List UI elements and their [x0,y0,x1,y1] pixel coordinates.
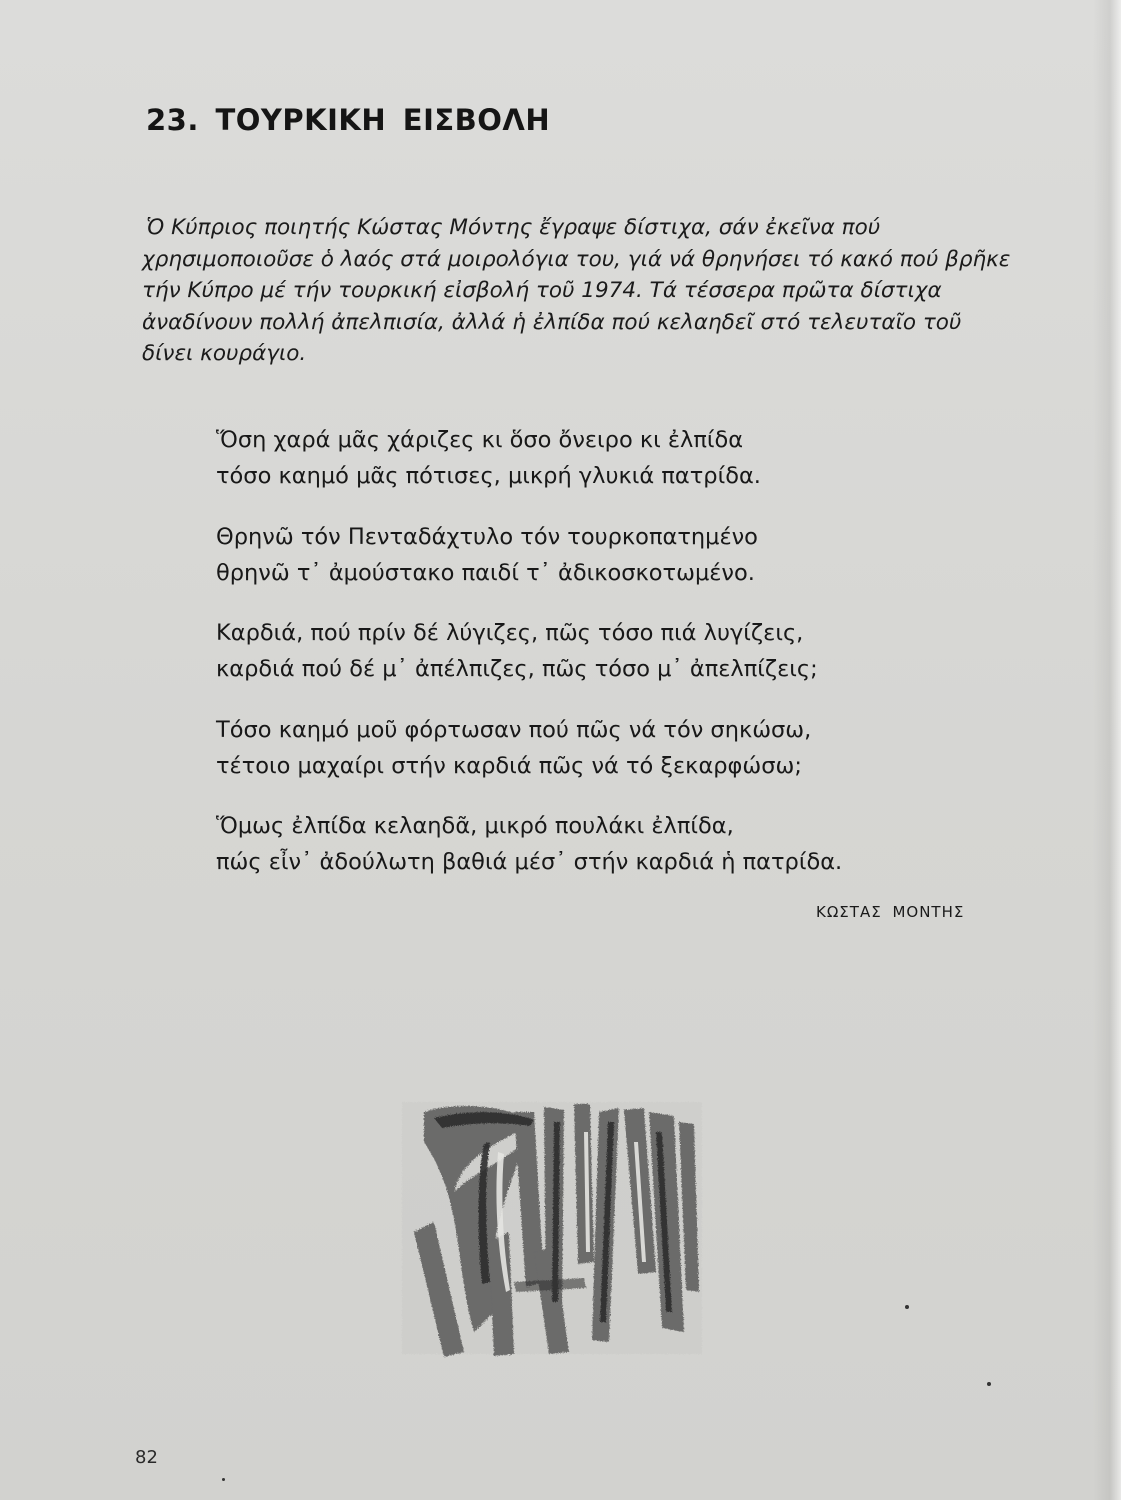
poem [216,422,996,905]
page-edge-shadow [1093,0,1121,1500]
poem-verse: πώς εἶν᾽ ἀδούλωτη βαθιά μέσ᾽ στήν καρδιά ἡ πατρίδα. [216,849,843,875]
poem-verse: τόσο καημό μᾶς πότισες, μικρή γλυκιά πατρίδα. [216,463,761,489]
print-speck [905,1305,909,1309]
abstract-brushstroke-illustration [394,1082,716,1370]
poem-verse: θρηνῶ τ᾽ ἀμούστακο παιδί τ᾽ ἀδικοσκοτωμένο. [216,559,755,586]
print-speck [987,1382,991,1386]
poem-author: ΚΩΣΤΑΣ ΜΟΝΤΗΣ [816,903,965,921]
poem-stanza [216,808,996,880]
chapter-title: 23. ΤΟΥΡΚΙΚΗ ΕΙΣΒΟΛΗ [146,103,551,137]
poem-stanza [216,422,996,494]
poem-verse: Θρηνῶ τόν Πενταδάχτυλο τόν τουρκοπατημένο [216,523,758,550]
intro-paragraph: Ὁ Κύπριος ποιητής Κώστας Μόντης ἔγραψε δίστιχα, σάν ἐκεῖνα πού χρησιμοποιοῦσε ὁ λαός στά μοιρολόγια του, γιά νά θρηνήσει τό κακό πού βρῆκε τήν Κύπρο μέ τήν τουρκική εἰσβολή τοῦ 1974. Τά τέσσερα πρῶτα δίστιχα ἀναδίνουν πολλή ἀπελπισία, ἀλλά ἡ ἐλπίδα πού κελαηδεῖ στό τελευταῖο τοῦ δίνει κουράγιο. [142,215,1011,366]
print-speck [222,1478,225,1481]
poem-verse: Ὅση χαρά μᾶς χάριζες κι ὅσο ὄνειρο κι ἐλπίδα [216,427,744,453]
poem-verse: Τόσο καημό μοῦ φόρτωσαν πού πῶς νά τόν σηκώσω, [216,716,812,743]
poem-verse: καρδιά πού δέ μ᾽ ἀπέλπιζες, πῶς τόσο μ᾽ ἀπελπίζεις; [216,656,818,682]
poem-stanza [216,712,996,784]
poem-stanza [216,519,996,591]
poem-verse: Καρδιά, πού πρίν δέ λύγιζες, πῶς τόσο πιά λυγίζεις, [216,620,804,646]
poem-verse: Ὅμως ἐλπίδα κελαηδᾶ, μικρό πουλάκι ἐλπίδα, [216,813,734,839]
poem-stanza [216,615,996,687]
poem-verse: τέτοιο μαχαίρι στήν καρδιά πῶς νά τό ξεκαρφώσω; [216,752,802,779]
page-number: 82 [135,1447,158,1468]
